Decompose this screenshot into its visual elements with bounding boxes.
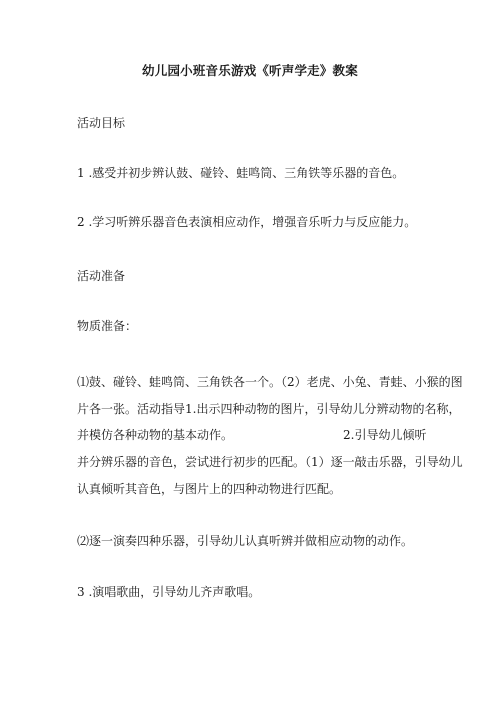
material-prep-label: 物质准备： <box>77 319 138 333</box>
paragraph-line: 并分辨乐器的音色，尝试进行初步的匹配。（1）逐一敲击乐器，引导幼儿 <box>77 455 463 469</box>
item-3: 3 .演唱歌曲，引导幼儿齐声歌唱。 <box>77 585 261 599</box>
paragraph-line: 认真倾听其音色，与图片上的四种动物进行匹配。 <box>77 482 342 496</box>
goal-item-2: 2 .学习听辨乐器音色表演相应动作，增强音乐听力与反应能力。 <box>77 215 417 229</box>
paragraph-2: ⑵逐一演奏四种乐器，引导幼儿认真听辨并做相应动物的动作。 <box>77 534 414 548</box>
paragraph-line: 并模仿各种动物的基本动作。 <box>77 428 234 442</box>
paragraph-line: ⑴鼓、碰铃、蛙鸣筒、三角铁各一个。（2）老虎、小兔、青蛙、小猴的图 <box>77 375 463 389</box>
section-heading-prep: 活动准备 <box>77 269 126 283</box>
paragraph-line: 片各一张。活动指导1.出示四种动物的图片，引导幼儿分辨动物的名称， <box>77 402 461 416</box>
document-title: 幼儿园小班音乐游戏《听声学走》教案 <box>142 63 358 78</box>
paragraph-line-inline: 2.引导幼儿倾听 <box>343 428 427 442</box>
goal-item-1: 1 .感受并初步辨认鼓、碰铃、蛙鸣筒、三角铁等乐器的音色。 <box>77 166 405 180</box>
section-heading-goals: 活动目标 <box>77 116 126 130</box>
